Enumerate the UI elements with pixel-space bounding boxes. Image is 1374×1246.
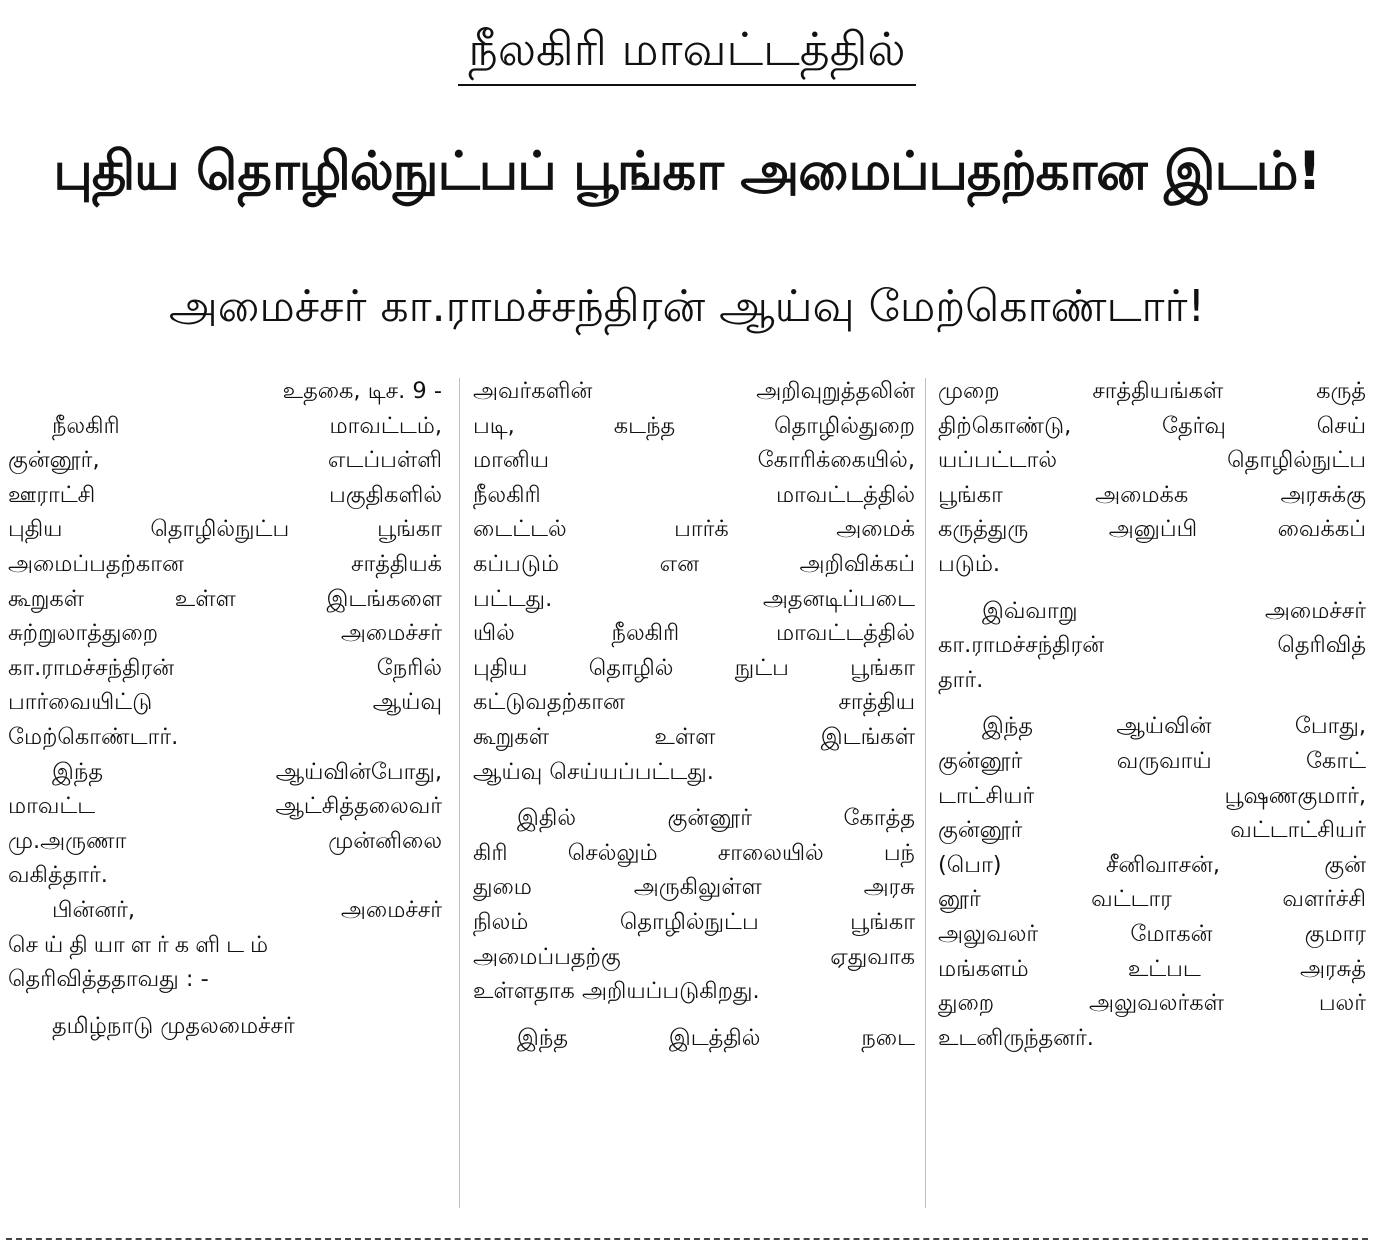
- text-line: யப்பட்டால் தொழில்நுட்ப: [938, 447, 1366, 474]
- text-line: கட்டுவதற்கான சாத்திய: [473, 689, 915, 716]
- article-column-3: [938, 374, 1366, 1214]
- text-line: டைட்டல் பார்க் அமைக்: [473, 516, 915, 543]
- text-line: (பொ) சீனிவாசன், குன்: [938, 851, 1366, 878]
- text-line: கா.ராமச்சந்திரன் தெரிவித்: [938, 632, 1366, 659]
- column-divider: [925, 378, 926, 1208]
- kicker-heading: [0, 18, 1374, 86]
- text-line: வகித்தார்.: [8, 862, 108, 889]
- text-line: யில் நீலகிரி மாவட்டத்தில்: [473, 620, 915, 647]
- article-column-2: [473, 374, 915, 1214]
- text-line: துறை அலுவலர்கள் பலர்: [938, 990, 1366, 1017]
- text-line: செய்தியாளர்களிடம்: [8, 931, 275, 958]
- text-line: கப்படும் என அறிவிக்கப்: [473, 550, 915, 577]
- text-line: நீலகிரி மாவட்டத்தில்: [473, 481, 915, 508]
- text-line: ஆய்வு செய்யப்பட்டது.: [473, 758, 714, 785]
- text-line: கூறுகள் உள்ள இடங்களை: [8, 585, 442, 612]
- text-line: இந்த ஆய்வின்போது,: [52, 758, 442, 785]
- text-line: தமிழ்நாடு முதலமைச்சர்: [52, 1012, 295, 1039]
- text-line: பார்வையிட்டு ஆய்வு: [8, 689, 442, 716]
- text-line: மாவட்ட ஆட்சித்தலைவர்: [8, 793, 442, 820]
- text-line: கிரி செல்லும் சாலையில் பந்: [473, 839, 915, 866]
- text-line: கருத்துரு அனுப்பி வைக்கப்: [938, 516, 1366, 543]
- text-line: படும்.: [938, 550, 1001, 577]
- text-line: புதிய தொழில் நுட்ப பூங்கா: [473, 654, 915, 681]
- text-line: இதில் குன்னூர் கோத்த: [517, 805, 915, 832]
- text-line: அவர்களின் அறிவுறுத்தலின்: [473, 378, 915, 404]
- kicker-text: நீலகிரி மாவட்டத்தில்: [458, 18, 915, 86]
- text-line: சுற்றுலாத்துறை அமைச்சர்: [8, 620, 442, 647]
- text-line: புதிய தொழில்நுட்ப பூங்கா: [8, 516, 442, 543]
- text-line: நீலகிரி மாவட்டம்,: [52, 412, 442, 439]
- main-headline: புதிய தொழில்நுட்பப் பூங்கா அமைப்பதற்கான இடம்!: [53, 141, 1321, 202]
- text-line: முறை சாத்தியங்கள் கருத்: [938, 378, 1366, 404]
- text-line: ஊராட்சி பகுதிகளில்: [8, 481, 442, 508]
- text-line: அமைப்பதற்கு ஏதுவாக: [473, 943, 915, 970]
- text-line: குன்னூர் வருவாய் கோட்: [938, 747, 1366, 774]
- text-line: இந்த ஆய்வின் போது,: [982, 713, 1366, 740]
- text-line: படி, கடந்த தொழில்துறை: [473, 412, 915, 439]
- text-line: உள்ளதாக அறியப்படுகிறது.: [473, 978, 760, 1005]
- article-column-1: [8, 374, 442, 1214]
- text-line: இந்த இடத்தில் நடை: [517, 1024, 915, 1051]
- dateline: உதகை, டிச. 9 -: [282, 378, 442, 404]
- text-line: பின்னர், அமைச்சர்: [52, 896, 442, 923]
- text-line: மானிய கோரிக்கையில்,: [473, 447, 915, 474]
- text-line: மங்களம் உட்பட அரசுத்: [938, 955, 1366, 982]
- text-line: பூங்கா அமைக்க அரசுக்கு: [938, 481, 1366, 508]
- text-line: தார்.: [938, 666, 984, 693]
- text-line: தெரிவித்ததாவது : -: [8, 966, 209, 993]
- text-line: பட்டது. அதனடிப்படை: [473, 585, 915, 612]
- text-line: னூர் வட்டார வளர்ச்சி: [938, 886, 1366, 913]
- text-line: அமைப்பதற்கான சாத்தியக்: [8, 550, 442, 577]
- text-line: இவ்வாறு அமைச்சர்: [982, 597, 1366, 624]
- sub-headline: அமைச்சர் கா.ராமச்சந்திரன் ஆய்வு மேற்கொண்டார்!: [168, 281, 1206, 332]
- text-line: குன்னூர், எடப்பள்ளி: [8, 447, 442, 474]
- text-line: துமை அருகிலுள்ள அரசு: [473, 874, 915, 901]
- column-divider: [459, 378, 460, 1208]
- text-line: குன்னூர் வட்டாட்சியர்: [938, 817, 1366, 844]
- text-line: திற்கொண்டு, தேர்வு செய்: [938, 412, 1366, 439]
- bottom-dashed-rule: [6, 1238, 1368, 1240]
- article-body: [8, 374, 1366, 1214]
- text-line: கூறுகள் உள்ள இடங்கள்: [473, 723, 915, 750]
- text-line: நிலம் தொழில்நுட்ப பூங்கா: [473, 908, 915, 935]
- text-line: அலுவலர் மோகன் குமார: [938, 920, 1366, 947]
- text-line: மேற்கொண்டார்.: [8, 723, 179, 750]
- text-line: டாட்சியர் பூஷணகுமார்,: [938, 782, 1366, 809]
- text-line: கா.ராமச்சந்திரன் நேரில்: [8, 654, 442, 681]
- text-line: உடனிருந்தனர்.: [938, 1024, 1094, 1051]
- text-line: மு.அருணா முன்னிலை: [8, 827, 442, 854]
